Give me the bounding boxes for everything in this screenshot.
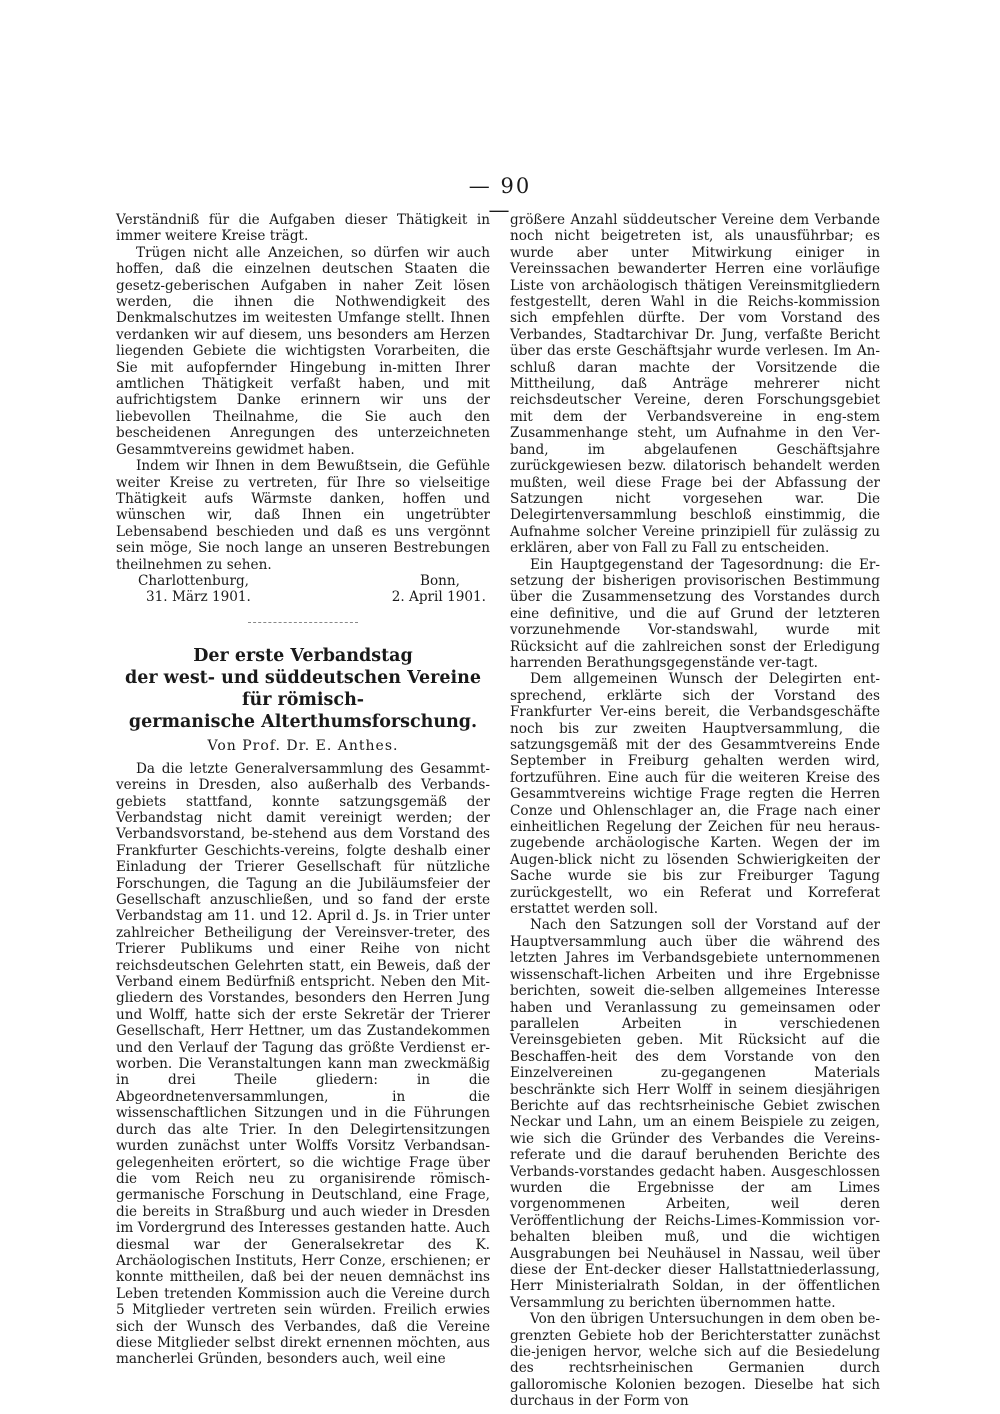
date-right: 2. April 1901. <box>391 589 486 606</box>
article-heading-line-2: der west- und süddeutschen Vereine für römisch- <box>124 667 482 710</box>
left-column <box>116 212 490 1368</box>
paragraph: Nach den Satzungen soll der Vorstand auf der Hauptversammlung auch über die während des letzten Jahres im Verbandsgebiete unternommenen wissenschaft-lichen Arbeiten und ihre Ergebnisse berichten, soweit die-selben allgemeines Interesse haben und Veranlassung zu gemeinsamen oder parallelen Arbeiten in verschiedenen Vereinsgebieten geben. Mit Rücksicht auf die Beschaffen-heit des dem Vorstande von den Einzelvereinen zu-gegangenen Materials beschränkte sich Herr Wolff in seinem diesjährigen Berichte auf das rechtsrheinische Gebiet zwischen Neckar und Lahn, um an einem Beispiele zu zeigen, wie sich die Gründer des Verbandes die Vereins-referate und die darauf beruhenden Berichte des Verbands-vorstandes gedacht haben. Ausgeschlossen wurden die Ergebnisse der am Limes vorgenommenen Arbeiten, weil deren Veröffentlichung der Reichs-Limes-Kommission vor-behalten bleiben muß, und die wichtigen Ausgrabungen bei Neuhäusel in Nassau, weil über diese der Ent-decker dieser Hallstattniederlassung, Herr Ministerialrath Soldan, in der öffentlichen Versammlung zu berichten übernommen hatte. <box>510 917 880 1311</box>
paragraph: Von den übrigen Untersuchungen in dem oben be-grenzten Gebiete hob der Berichterstatter zunächst die-jenigen hervor, welche sich auf die Besiedelung des rechtsrheinischen Germanien durch galloromische Kolonien bezogen. Dieselbe hat sich durchaus in der Form von <box>510 1311 880 1410</box>
paragraph: größere Anzahl süddeutscher Vereine dem Verbande noch nicht beigetreten ist, als unausführbar; es wurde aber unter Mitwirkung einiger in Vereinssachen bewanderter Herren eine vorläufige Liste von archäologisch thätigen Vereinsmitgliedern festgestellt, deren Wahl in die Reichs-kommission sich empfehlen dürfte. Der vom Vorstand des Verbandes, Stadtarchivar Dr. Jung, verfaßte Bericht über das erste Geschäftsjahr wurde verlesen. Im An-schluß daran machte der Vorsitzende die Mittheilung, daß Anträge mehrerer nicht reichsdeutscher Vereine, deren Forschungsgebiet mit dem der Verbandsvereine in eng-stem Zusammenhange steht, um Aufnahme in den Ver-band, im abgelaufenen Geschäftsjahre zurückgewiesen bezw. dilatorisch behandelt werden mußten, weil diese Frage bei der Abfassung der Satzungen nicht vorgesehen war. Die Delegirtenversammlung beschloß einstimmig, die Aufnahme solcher Vereine prinzipiell für zulässig zu erklären, aber von Fall zu Fall zu entscheiden. <box>510 212 880 557</box>
paragraph: Trügen nicht alle Anzeichen, so dürfen wir auch hoffen, daß die einzelnen deutschen Staaten die gesetz-geberischen Aufgaben in naher Zeit lösen werden, die ihnen die Nothwendigkeit des Denkmalschutzes im weitesten Umfange stellt. Ihnen verdanken wir auf diesem, uns besonders am Herzen liegenden Gebiete die wichtigsten Vorarbeiten, die Sie mit aufopfernder Hingebung in-mitten Ihrer amtlichen Thätigkeit verfaßt haben, und mit aufrichtigstem Danke erinnern wir uns der liebevollen Theilnahme, die Sie auch den bescheidenen Anregungen des unterzeichneten Gesammtvereins gewidmet haben. <box>116 244 490 458</box>
section-divider <box>248 622 358 623</box>
paragraph: Indem wir Ihnen in dem Bewußtsein, die Gefühle weiter Kreise zu vertreten, für Ihre so vielseitige Thätigkeit aufs Wärmste danken, hoffen und wünschen wir, daß Ihnen ein ungetrübter Lebensabend beschieden und daß es uns vergönnt sein möge, Sie noch lange an unseren Bestrebungen theilnehmen zu sehen. <box>116 458 490 573</box>
page-number: — 90 — <box>468 174 532 222</box>
paragraph: Verständniß für die Aufgaben dieser Thätigkeit in immer weitere Kreise trägt. <box>116 212 490 245</box>
date-left: 31. März 1901. <box>146 589 251 606</box>
signature-date-line <box>116 589 490 605</box>
paragraph: Dem allgemeinen Wunsch der Delegirten ent-sprechend, erklärte sich der Vorstand des Frankfurter Ver-eins bereit, die Verbandsgeschäfte noch bis zur zweiten Hauptversammlung, die satzungsgemäß mit der des Gesammtvereins Ende September in Freiburg gehalten werden wird, fortzuführen. Eine auch für die weiteren Kreise des Gesammtvereins wichtige Frage regten die Herren Conze und Ohlenschlager an, die Frage nach einer einheitlichen Regelung der Zeichen für neu heraus-zugebende archäologische Karten. Wegen der im Augen-blick nicht zu lösenden Schwierigkeiten der Sache wurde sie bis zur Freiburger Tagung zurückgestellt, wo ein Referat und Korreferat erstattet werden soll. <box>510 671 880 918</box>
right-column <box>510 212 880 1410</box>
paragraph: Da die letzte Generalversammlung des Gesammt-vereins in Dresden, also außerhalb des Verbands-gebiets stattfand, konnte satzungsgemäß der Verbandstag nicht damit vereinigt werden; der Verbandsvorstand, be-stehend aus dem Vorstand des Frankfurter Geschichts-vereins, folgte deshalb einer Einladung der Trierer Gesellschaft für nützliche Forschungen, die Tagung an die Jubiläumsfeier der Gesellschaft anzuschließen, und so fand der erste Verbandstag am 11. und 12. April d. Js. in Trier unter zahlreicher Betheiligung der Vereinsver-treter, des Trierer Publikums und einer Reihe von nicht reichsdeutschen Gelehrten statt, ein Beweis, daß der Verband einem Bedürfniß entspricht. Neben den Mit-gliedern des Vorstandes, besonders den Herren Jung und Wolff, hatte sich der erste Sekretär der Trierer Gesellschaft, Herr Hettner, um das Zustandekommen und den Verlauf der Tagung das größte Verdienst er-worben. Die Veranstaltungen kann man zweckmäßig in drei Theile gliedern: in die Abgeordnetenversammlungen, in die wissenschaftlichen Sitzungen und in die Führungen durch das alte Trier. In den Delegirtensitzungen wurden zunächst unter Wolffs Vorsitz Verbandsan-gelegenheiten erörtert, so die wichtige Frage über die vom Reich neu zu organisirende römisch-germanische Forschung in Deutschland, eine Frage, die bereits in Straßburg und auch wieder in Dresden im Vordergrund des Interesses gestanden hatte. Auch diesmal war der Generalsekretar des K. Archäologischen Instituts, Herr Conze, erschienen; er konnte mittheilen, daß bei der neuen demnächst ins Leben tretenden Kommission auch die Vereine durch 5 Mitglieder vertreten sein würden. Freilich erwies sich der Wunsch des Verbandes, daß die Vereine diese Mitglieder selbst direkt ernennen möchten, aus mancherlei Gründen, besonders auch, weil eine <box>116 760 490 1368</box>
article-heading-line-3: germanische Alterthumsforschung. <box>128 711 478 732</box>
article-heading-line-1: Der erste Verbandstag <box>193 645 413 666</box>
signature-place-line <box>116 573 490 589</box>
byline: Von Prof. Dr. E. Anthes. <box>207 737 399 754</box>
paragraph: Ein Hauptgegenstand der Tagesordnung: die Er-setzung der bisherigen provisorischen Bestimmung über die Zusammensetzung des Vorstandes durch eine definitive, und die auf Grund der letzteren vorzunehmende Vor-standswahl, wurde mit Rücksicht auf die zahlreichen sonst der Erledigung harrenden Berathungsgegenstände ver-tagt. <box>510 556 880 671</box>
place-left: Charlottenburg, <box>138 572 249 589</box>
place-right: Bonn, <box>419 572 460 589</box>
